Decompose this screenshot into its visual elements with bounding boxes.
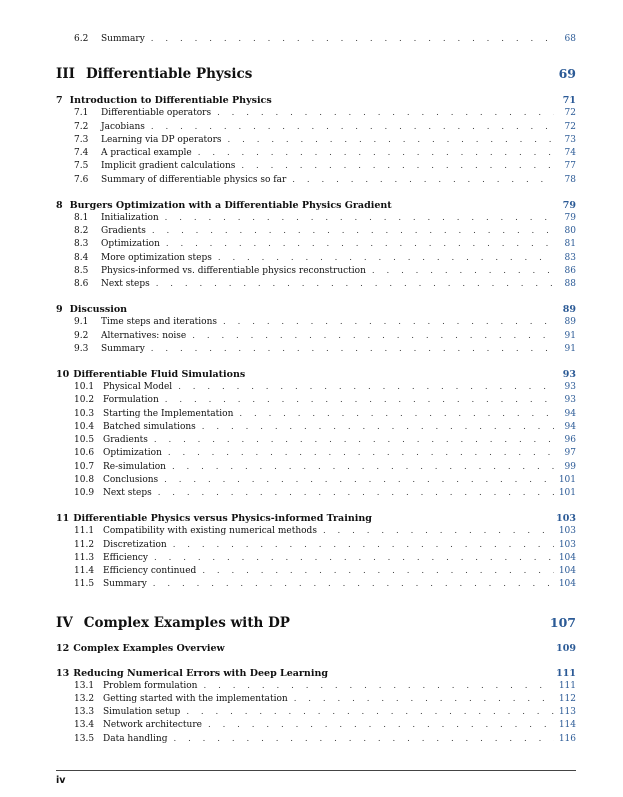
toc-entry[interactable] xyxy=(56,330,576,343)
section-title: Optimization xyxy=(101,239,160,250)
page-link[interactable]: 99 xyxy=(564,461,576,472)
section-number: 9.3 xyxy=(74,343,89,354)
section-number: 7.4 xyxy=(74,148,89,158)
toc-entry[interactable] xyxy=(56,225,576,238)
dot-leader xyxy=(152,225,554,238)
dot-leader xyxy=(208,719,554,732)
dot-leader xyxy=(228,134,554,147)
section-number: 8.6 xyxy=(74,279,89,289)
toc-chapter-11[interactable] xyxy=(56,512,576,525)
footer-page-number: iv xyxy=(56,775,66,786)
section-number: 13.1 xyxy=(74,680,95,691)
dot-leader xyxy=(223,316,554,329)
page-link[interactable]: 77 xyxy=(564,161,576,172)
dot-leader xyxy=(165,212,554,225)
page-link[interactable]: 103 xyxy=(558,526,576,537)
toc-entry[interactable] xyxy=(56,238,576,251)
section-number: 7.1 xyxy=(74,108,89,119)
dot-leader xyxy=(217,107,554,120)
page-link[interactable]: 94 xyxy=(564,408,576,419)
chapter-title: Reducing Numerical Errors with Deep Learning xyxy=(73,667,328,679)
toc-entry[interactable] xyxy=(56,107,576,120)
toc-entry[interactable] xyxy=(56,719,576,732)
toc-entry[interactable] xyxy=(56,174,576,187)
toc-entry[interactable] xyxy=(56,252,576,265)
dot-leader xyxy=(202,421,554,434)
section-number: 11.3 xyxy=(74,552,95,563)
dot-leader xyxy=(178,381,554,394)
page-link[interactable]: 104 xyxy=(558,552,576,563)
section-number: 11.2 xyxy=(74,539,95,550)
dot-leader xyxy=(372,265,554,278)
section-number: 11.4 xyxy=(74,566,95,576)
part-number: III xyxy=(56,66,75,83)
chapter-title: Introduction to Differentiable Physics xyxy=(69,95,272,107)
section-number: 10.8 xyxy=(74,474,95,485)
page-link[interactable]: 111 xyxy=(556,667,576,679)
section-title: Data handling xyxy=(103,733,168,744)
toc-entry[interactable] xyxy=(56,434,576,447)
dot-leader xyxy=(164,474,554,487)
page-link[interactable]: 68 xyxy=(564,34,576,44)
page-link[interactable]: 83 xyxy=(564,252,576,263)
dot-leader xyxy=(294,693,554,706)
toc-entry[interactable] xyxy=(56,680,576,693)
chapter-number: 12 xyxy=(56,642,70,654)
section-number: 11.1 xyxy=(74,526,95,537)
toc-part-4[interactable] xyxy=(56,614,576,632)
section-title: Jacobians xyxy=(101,121,145,132)
section-number: 8.2 xyxy=(74,226,89,236)
toc-chapter-13[interactable] xyxy=(56,667,576,680)
section-title: Summary xyxy=(101,343,145,354)
page-link[interactable]: 93 xyxy=(562,369,576,380)
toc-entry[interactable] xyxy=(56,394,576,407)
page-link[interactable]: 94 xyxy=(564,421,576,432)
page-link[interactable]: 71 xyxy=(562,95,576,107)
dot-leader xyxy=(241,160,554,173)
dot-leader xyxy=(239,408,554,421)
dot-leader xyxy=(202,565,554,578)
section-title: Gradients xyxy=(103,435,148,445)
page-link[interactable]: 78 xyxy=(564,174,576,185)
section-title: Summary of differentiable physics so far xyxy=(101,174,287,185)
dot-leader xyxy=(323,525,554,538)
section-title: Re-simulation xyxy=(103,461,166,472)
toc-entry[interactable] xyxy=(56,539,576,552)
dot-leader xyxy=(158,487,554,500)
section-title: Summary xyxy=(101,34,145,44)
section-title: Time steps and iterations xyxy=(101,317,218,328)
toc-entry[interactable] xyxy=(56,461,576,474)
toc-entry[interactable] xyxy=(56,706,576,719)
part-title: Complex Examples with DP xyxy=(83,614,290,631)
toc-entry-6-2[interactable] xyxy=(56,33,576,46)
part-title: Differentiable Physics xyxy=(85,66,253,83)
page-link[interactable]: 96 xyxy=(564,435,576,445)
page-link[interactable]: 73 xyxy=(564,134,576,145)
section-title: Formulation xyxy=(103,395,159,406)
toc-chapter-8[interactable] xyxy=(56,199,576,212)
page-link[interactable]: 113 xyxy=(558,707,576,717)
section-number: 7.3 xyxy=(74,134,89,145)
toc-entry[interactable] xyxy=(56,487,576,500)
section-title: Next steps xyxy=(103,488,152,498)
dot-leader xyxy=(192,330,554,343)
chapter-number: 13 xyxy=(56,667,70,679)
section-number: 8.3 xyxy=(74,239,89,250)
section-number: 7.6 xyxy=(74,174,89,185)
page-link[interactable]: 107 xyxy=(549,614,576,630)
toc-entry[interactable] xyxy=(56,525,576,538)
page-link[interactable]: 103 xyxy=(558,539,576,550)
dot-leader xyxy=(153,578,554,591)
section-title: Getting started with the implementation xyxy=(103,693,288,704)
dot-leader xyxy=(154,434,554,447)
section-number: 8.5 xyxy=(74,265,89,276)
toc-chapter-7[interactable] xyxy=(56,94,576,107)
dot-leader xyxy=(168,447,554,460)
page-link[interactable]: 114 xyxy=(558,720,576,731)
page-link[interactable]: 93 xyxy=(564,395,576,406)
section-title: Summary xyxy=(103,579,147,590)
section-title: Network architecture xyxy=(103,720,202,731)
toc-entry[interactable] xyxy=(56,212,576,225)
page-link[interactable]: 91 xyxy=(564,343,576,354)
page-link[interactable]: 80 xyxy=(564,226,576,236)
toc-entry[interactable] xyxy=(56,421,576,434)
section-title: Optimization xyxy=(103,448,162,459)
toc-chapter-9[interactable] xyxy=(56,303,576,316)
page-link[interactable]: 88 xyxy=(564,279,576,289)
page-link[interactable]: 97 xyxy=(564,448,576,459)
section-number: 10.3 xyxy=(74,408,95,419)
page-link[interactable]: 103 xyxy=(556,513,576,525)
page-link[interactable]: 81 xyxy=(564,239,576,250)
page-link[interactable]: 74 xyxy=(564,148,576,158)
section-number: 13.5 xyxy=(74,733,95,744)
section-number: 7.5 xyxy=(74,161,89,172)
dot-leader xyxy=(292,174,554,187)
dot-leader xyxy=(198,147,554,160)
dot-leader xyxy=(173,733,554,746)
section-title: Conclusions xyxy=(103,474,159,485)
dot-leader xyxy=(156,278,554,291)
toc-entry[interactable] xyxy=(56,578,576,591)
section-title: Problem formulation xyxy=(103,680,198,691)
section-number: 11.5 xyxy=(74,579,95,590)
chapter-title: Differentiable Fluid Simulations xyxy=(73,369,246,380)
section-number: 10.4 xyxy=(74,421,95,432)
page-link[interactable]: 72 xyxy=(564,108,576,119)
page-link[interactable]: 79 xyxy=(564,212,576,223)
toc-entry[interactable] xyxy=(56,160,576,173)
page-link[interactable]: 116 xyxy=(558,733,576,744)
section-title: More optimization steps xyxy=(101,252,212,263)
toc-entry[interactable] xyxy=(56,408,576,421)
toc-entry[interactable] xyxy=(56,474,576,487)
chapter-title: Complex Examples Overview xyxy=(73,642,225,654)
section-number: 13.4 xyxy=(74,720,95,731)
section-title: Batched simulations xyxy=(103,421,196,432)
page-link[interactable]: 91 xyxy=(564,330,576,341)
page-link[interactable]: 86 xyxy=(564,265,576,276)
section-title: Discretization xyxy=(103,539,167,550)
section-title: Initialization xyxy=(101,212,159,223)
toc-entry[interactable] xyxy=(56,552,576,565)
chapter-number: 8 xyxy=(56,199,63,211)
dot-leader xyxy=(172,461,554,474)
toc-entry[interactable] xyxy=(56,733,576,746)
footer-rule xyxy=(56,770,576,771)
page-link[interactable]: 79 xyxy=(562,199,576,211)
section-title: Differentiable operators xyxy=(101,108,212,119)
section-number: 8.4 xyxy=(74,252,89,263)
chapter-number: 7 xyxy=(56,95,63,107)
dot-leader xyxy=(165,394,554,407)
section-number: 8.1 xyxy=(74,212,89,223)
page-link[interactable]: 69 xyxy=(558,66,576,82)
section-number: 10.5 xyxy=(74,435,95,445)
toc-entry[interactable] xyxy=(56,343,576,356)
section-title: Next steps xyxy=(101,279,150,289)
chapter-number: 11 xyxy=(56,513,70,525)
chapter-title: Differentiable Physics versus Physics-informed Training xyxy=(73,513,372,525)
chapter-title: Burgers Optimization with a Differentiable Physics Gradient xyxy=(69,199,392,211)
section-number: 6.2 xyxy=(74,34,89,44)
section-title: Compatibility with existing numerical methods xyxy=(103,526,317,537)
toc-entry[interactable] xyxy=(56,565,576,578)
section-title: Starting the Implementation xyxy=(103,408,234,419)
toc-entry[interactable] xyxy=(56,147,576,160)
page-link[interactable]: 104 xyxy=(558,579,576,590)
dot-leader xyxy=(186,706,554,719)
table-of-contents xyxy=(56,33,576,746)
dot-leader xyxy=(173,539,554,552)
section-title: Gradients xyxy=(101,226,146,236)
toc-part-3[interactable] xyxy=(56,65,576,83)
section-title: Physical Model xyxy=(103,382,173,392)
section-title: Alternatives: noise xyxy=(101,330,187,341)
dot-leader xyxy=(154,552,554,565)
toc-entry[interactable] xyxy=(56,381,576,394)
section-number: 10.6 xyxy=(74,448,95,459)
toc-entry[interactable] xyxy=(56,447,576,460)
toc-chapter-10[interactable] xyxy=(56,368,576,381)
section-number: 10.9 xyxy=(74,488,95,498)
section-number: 9.1 xyxy=(74,317,89,328)
section-number: 7.2 xyxy=(74,121,89,132)
section-number: 9.2 xyxy=(74,330,89,341)
toc-entry[interactable] xyxy=(56,134,576,147)
chapter-number: 10 xyxy=(56,369,70,380)
page-link[interactable]: 89 xyxy=(562,304,576,316)
chapter-number: 9 xyxy=(56,304,63,316)
page-link[interactable]: 109 xyxy=(556,642,576,654)
section-title: Learning via DP operators xyxy=(101,134,222,145)
page-link[interactable]: 72 xyxy=(564,121,576,132)
page-link[interactable]: 112 xyxy=(558,693,576,704)
dot-leader xyxy=(218,252,554,265)
part-number: IV xyxy=(56,614,73,631)
section-title: Efficiency continued xyxy=(103,566,197,576)
toc-chapter-12[interactable] xyxy=(56,642,576,655)
toc-entry[interactable] xyxy=(56,316,576,329)
section-number: 10.2 xyxy=(74,395,95,406)
section-title: A practical example xyxy=(101,148,192,158)
dot-leader xyxy=(166,238,554,251)
page-link[interactable]: 93 xyxy=(564,382,576,392)
dot-leader xyxy=(151,343,554,356)
dot-leader xyxy=(203,680,554,693)
page-link[interactable]: 104 xyxy=(558,566,576,576)
section-number: 13.3 xyxy=(74,707,95,717)
dot-leader xyxy=(151,121,554,134)
section-title: Implicit gradient calculations xyxy=(101,161,236,172)
section-number: 13.2 xyxy=(74,693,95,704)
section-number: 10.7 xyxy=(74,461,95,472)
page-link[interactable]: 101 xyxy=(558,474,576,485)
section-title: Efficiency xyxy=(103,552,149,563)
section-number: 10.1 xyxy=(74,382,95,392)
toc-entry[interactable] xyxy=(56,121,576,134)
chapter-title: Discussion xyxy=(69,304,128,316)
dot-leader xyxy=(151,33,554,46)
toc-entry[interactable] xyxy=(56,265,576,278)
section-title: Simulation setup xyxy=(103,707,181,717)
page-link[interactable]: 89 xyxy=(564,317,576,328)
toc-entry[interactable] xyxy=(56,278,576,291)
page-link[interactable]: 111 xyxy=(558,680,576,691)
section-title: Physics-informed vs. differentiable physics reconstruction xyxy=(101,265,366,276)
page-link[interactable]: 101 xyxy=(558,488,576,498)
toc-entry[interactable] xyxy=(56,693,576,706)
